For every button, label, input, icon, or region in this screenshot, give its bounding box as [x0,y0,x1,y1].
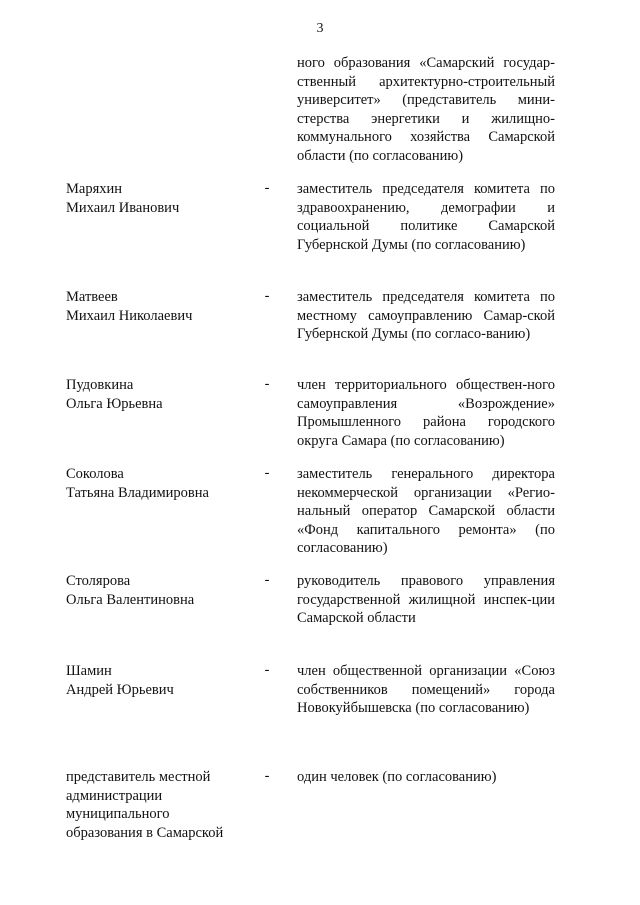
dash: - [264,768,270,784]
member-given-names: Ольга Валентиновна [66,591,195,608]
member-given-names: Михаил Иванович [66,199,180,216]
representative-description [66,768,266,842]
dash: - [264,288,270,304]
member-name [66,662,266,699]
representative-role: один человек (по согласованию) [297,769,497,785]
member-role: заместитель генерального директора некоммерческой организации «Регио-нальный оператор Самарской области «Фонд капитального ремонта» (по согласованию) [297,466,555,556]
dash: - [264,376,270,392]
member-given-names: Ольга Юрьевна [66,395,163,412]
member-name [66,376,266,413]
member-role: руководитель правового управления государственной жилищной инспек-ции Самарской области [297,573,555,626]
dash: - [264,180,270,196]
page-number: 3 [316,21,324,36]
member-name [66,572,266,609]
representative-line: представитель местной [66,769,211,785]
member-role: заместитель председателя комитета по местному самоуправлению Самар-ской Губернской Думы (по согласо-ванию) [297,289,555,342]
representative-line: муниципального [66,806,170,822]
member-given-names: Андрей Юрьевич [66,681,174,698]
member-surname: Пудовкина [66,377,134,393]
member-surname: Матвеев [66,289,118,305]
member-surname: Маряхин [66,181,123,197]
dash: - [264,572,270,588]
member-role: член территориального обществен-ного самоуправления «Возрождение» Промышленного района городского округа Самара (по согласованию) [297,377,555,449]
member-given-names: Михаил Николаевич [66,307,193,324]
member-role: член общественной организации «Союз собственников помещений» города Новокуйбышевска (по согласованию) [297,663,555,716]
representative-line: администрации [66,787,163,804]
representative-line: образования в Самарской [66,824,224,841]
member-role: заместитель председателя комитета по здравоохранению, демографии и социальной политике Самарской Губернской Думы (по согласованию) [297,181,555,253]
dash: - [264,465,270,481]
member-given-names: Татьяна Владимировна [66,484,209,501]
continuation-text: ного образования «Самарский государ-ственный архитектурно-строительный университет» (представитель мини-стерства энергетики и жилищно-коммунального хозяйства Самарской области (по согласованию) [297,55,555,164]
member-name [66,288,266,325]
member-surname: Столярова [66,573,131,589]
dash: - [264,662,270,678]
member-name [66,465,266,502]
member-surname: Соколова [66,466,124,482]
member-surname: Шамин [66,663,112,679]
member-name [66,180,266,217]
